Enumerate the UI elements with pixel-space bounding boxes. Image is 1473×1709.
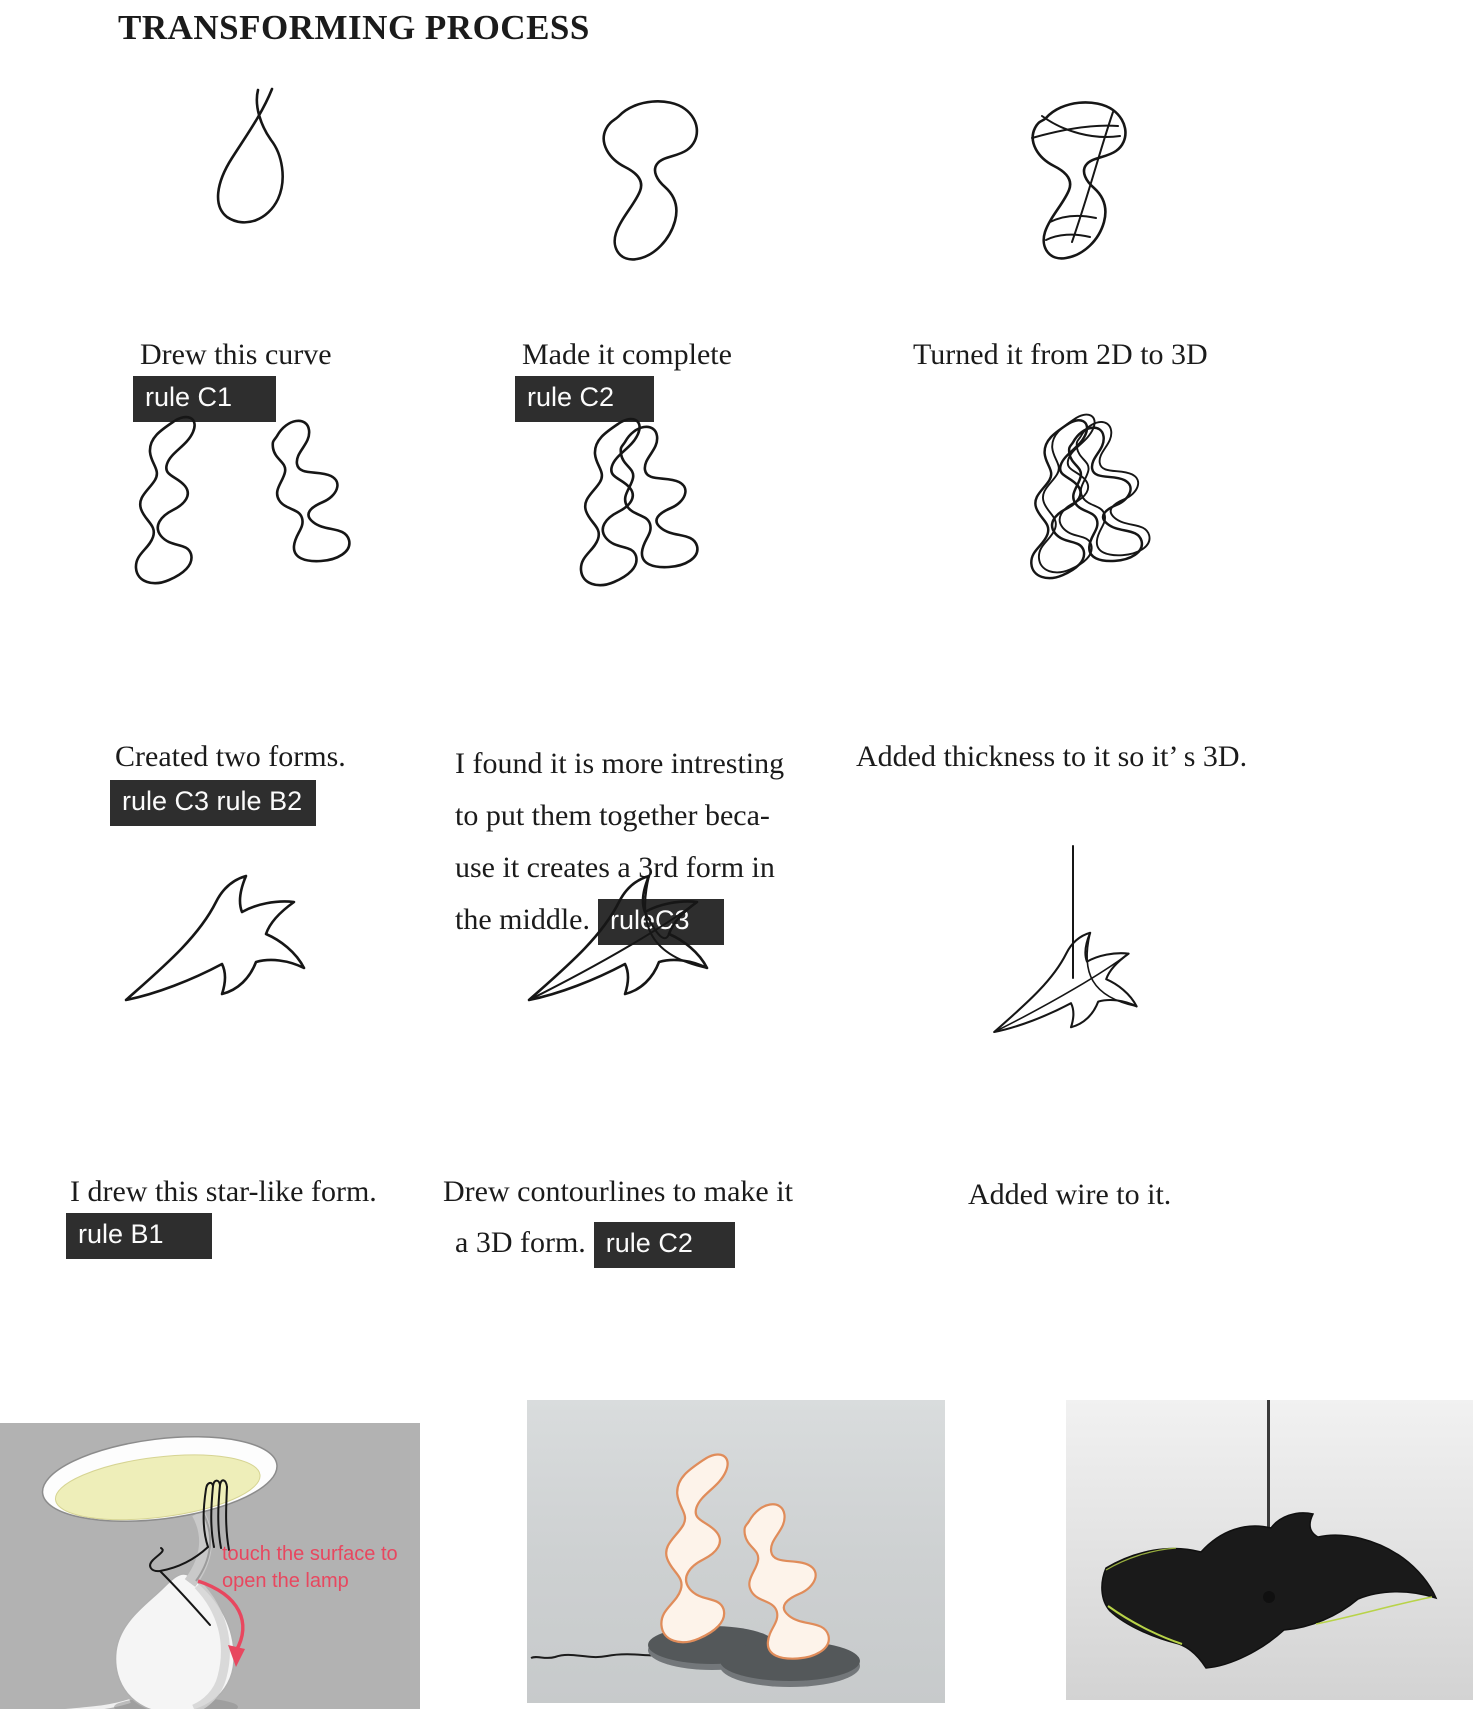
caption-step5-line4-text: the middle. xyxy=(455,903,590,936)
lamp-shade xyxy=(38,1425,282,1533)
caption-step7: I drew this star-like form. xyxy=(70,1175,377,1208)
caption-step2: Made it complete xyxy=(522,338,732,371)
page-title: TRANSFORMING PROCESS xyxy=(118,8,590,47)
sketch-form-3d-contours xyxy=(1000,90,1145,262)
rule-badge-c1: rule C1 xyxy=(133,376,276,422)
sketch-initial-curve xyxy=(192,84,317,234)
caption-step1: Drew this curve xyxy=(140,338,332,371)
render-forms-photo xyxy=(527,1400,945,1703)
caption-step9: Added wire to it. xyxy=(968,1178,1172,1211)
sketch-star-with-wire xyxy=(955,846,1170,1081)
rule-badge-c3-inline: ruleC3 xyxy=(598,899,724,945)
mobile-wire-hub xyxy=(1263,1591,1275,1603)
mobile-star-form xyxy=(1102,1513,1436,1668)
sketch-star-contourlines xyxy=(515,840,755,1025)
caption-step8-line2 xyxy=(455,1222,735,1268)
caption-step5-line2: to put them together beca- xyxy=(455,799,770,832)
lamp-cord xyxy=(8,1701,130,1709)
sketch-two-forms xyxy=(125,406,365,631)
rule-badge-b1: rule B1 xyxy=(66,1213,212,1259)
rule-badge-c2-inline: rule C2 xyxy=(594,1222,735,1268)
forms-render-graphic xyxy=(527,1400,945,1703)
caption-step6: Added thickness to it so it’ s 3D. xyxy=(856,740,1248,773)
mobile-render-graphic xyxy=(1066,1400,1473,1700)
rule-badge-c2: rule C2 xyxy=(515,376,654,422)
sketch-closed-form xyxy=(575,90,710,270)
lamp-annotation-line1: touch the surface to xyxy=(222,1543,398,1565)
caption-step8-line1: Drew contourlines to make it xyxy=(443,1175,793,1208)
sketch-star-form xyxy=(112,840,372,1018)
caption-step5-line3: use it creates a 3rd form in xyxy=(455,851,775,884)
rule-badge-c3-b2: rule C3 rule B2 xyxy=(110,780,316,826)
forms-shapes xyxy=(661,1454,828,1658)
sketch-forms-thickness xyxy=(986,404,1171,632)
caption-step5-line1: I found it is more intresting xyxy=(455,747,785,780)
sketch-forms-combined xyxy=(548,404,748,632)
lamp-annotation-line2: open the lamp xyxy=(222,1570,349,1592)
render-lamp-photo xyxy=(0,1423,420,1709)
render-mobile-photo xyxy=(1066,1400,1473,1700)
caption-step4: Created two forms. xyxy=(115,740,346,773)
lamp-annotation xyxy=(222,1541,398,1595)
caption-step3: Turned it from 2D to 3D xyxy=(913,338,1208,371)
caption-step8-line2-text: a 3D form. xyxy=(455,1226,586,1259)
